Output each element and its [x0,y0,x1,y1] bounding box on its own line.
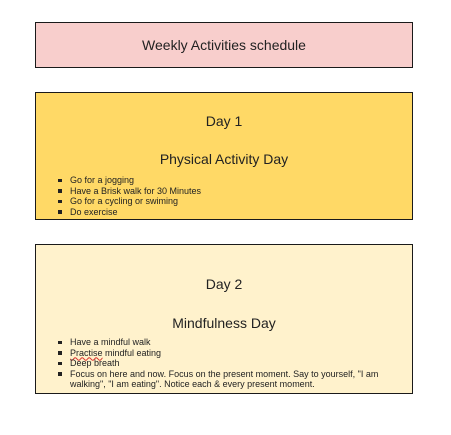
list-item: Deep breath [70,358,392,369]
day-2-subtitle: Mindfulness Day [172,315,276,331]
list-item: Focus on here and now. Focus on the present moment. Say to yourself, "I am walking", "I am eating". Notice each & every present moment. [70,369,392,390]
list-item: Have a mindful walk [70,337,392,348]
list-item [70,348,392,359]
schedule-title: Weekly Activities schedule [142,37,306,53]
day-2-title: Day 2 [205,276,243,292]
list-item-text: mindful eating [102,347,162,358]
day-2-activity-list [56,337,392,390]
list-item: Go for a jogging [70,175,392,186]
day-1-activity-list [56,175,392,217]
day-2-box [35,244,413,394]
list-item: Go for a cycling or swiming [70,196,392,207]
day-1-box [35,92,413,220]
list-item: Have a Brisk walk for 30 Minutes [70,186,392,197]
schedule-title-box [35,22,413,68]
day-1-subtitle: Physical Activity Day [159,151,289,167]
list-item: Do exercise [70,207,392,218]
spellcheck-flagged-word: Practise [70,347,103,358]
day-1-title: Day 1 [205,113,243,129]
